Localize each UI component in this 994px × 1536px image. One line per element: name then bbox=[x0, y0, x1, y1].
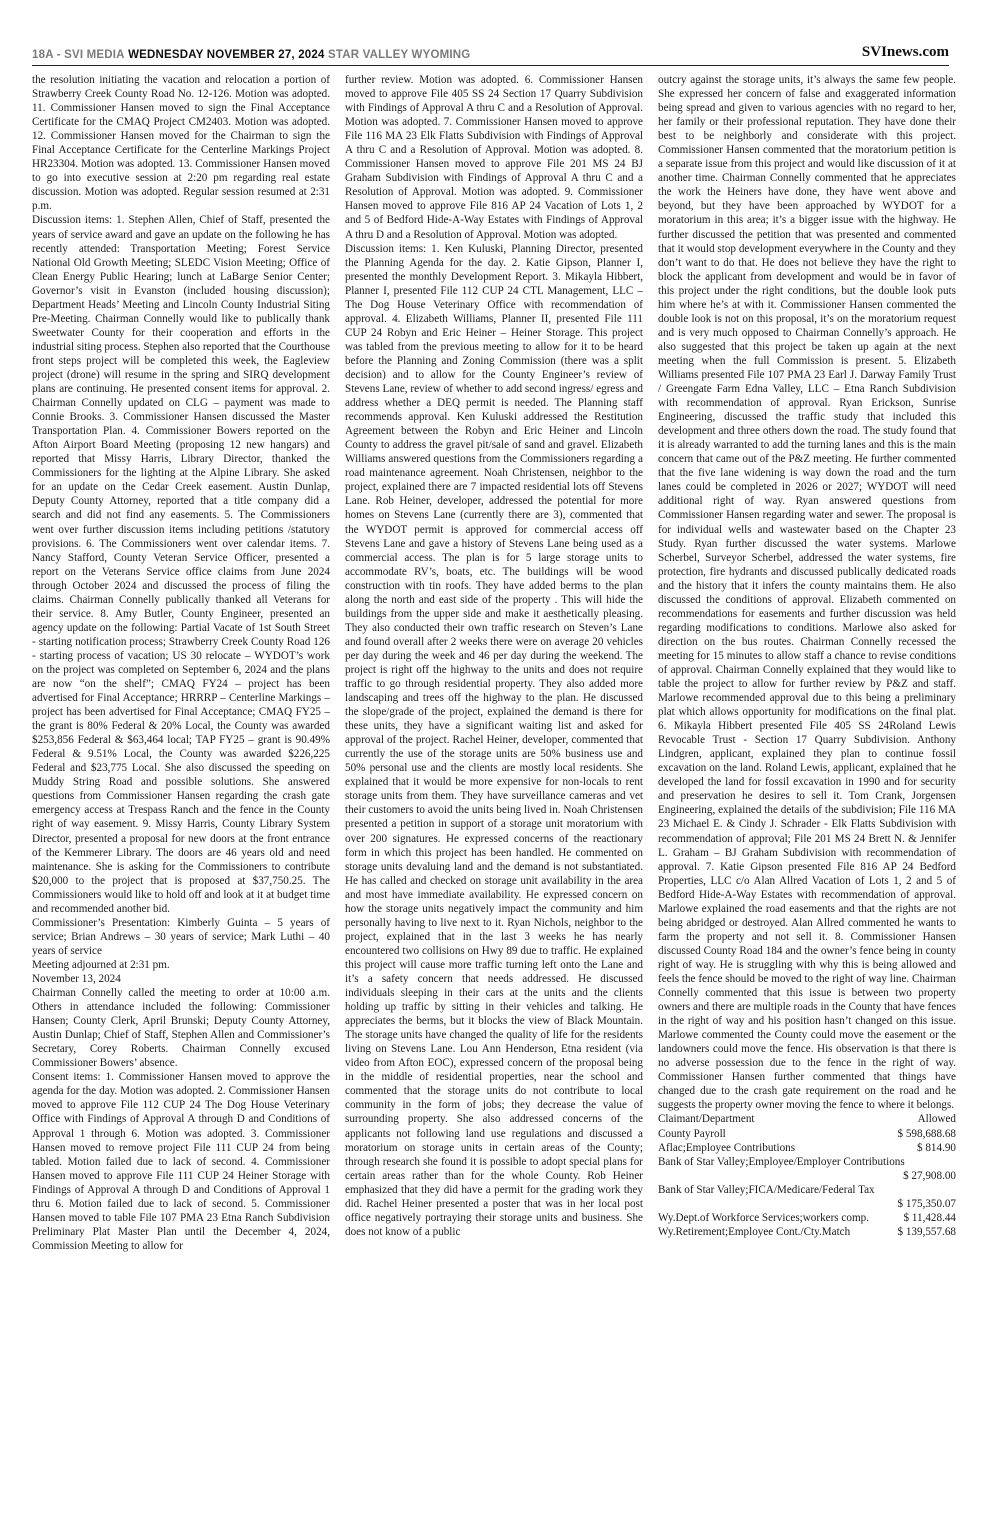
allowed-amount: $ 27,908.00 bbox=[903, 1169, 956, 1182]
folio-line bbox=[32, 49, 470, 61]
table-row bbox=[658, 1141, 956, 1155]
table-row bbox=[658, 1127, 956, 1141]
paragraph: the resolution initiating the vacation and relocation a portion of Strawberry Creek County Road No. 12-126. Motion was adopted. 11. Commissioner Hansen moved to sign the Final Acceptance Certificate for the CMAQ Project CM2403. Motion was adopted. 12. Commissioner Hansen moved for the Chairman to sign the Final Acceptance Certificate for the Centerline Markings Project HR23304. Motion was adopted. 13. Commissioner Hansen moved to go into executive session at 2:20 pm regarding real estate discussion. Motion was adopted. Regular session resumed at 2:31 p.m. bbox=[32, 74, 330, 213]
site-name[interactable]: SVInews.com bbox=[861, 44, 949, 60]
table-row bbox=[658, 1155, 956, 1183]
claimant-name: Wy.Dept.of Workforce Services;workers comp. bbox=[658, 1211, 869, 1224]
section-label: 18A - SVI MEDIA bbox=[32, 49, 125, 61]
paragraph: Chairman Connelly called the meeting to order at 10:00 a.m. Others in attendance included the following: Commissioner Hansen; County Clerk, April Brunski; Deputy County Attorney, Austin Dunlap; Chief of Staff, Stephen Allen and Commissioner’s Secretary, Corey Roberts. Chairman Connelly excused Commissioner Bowers’ absence. bbox=[32, 987, 330, 1070]
paragraph: further review. Motion was adopted. 6. Commissioner Hansen moved to approve File 405 SS 24 Section 17 Quarry Subdivision with Findings of Approval A thru C and a Resolution of Approval. Motion was adopted. 7. Commissioner Hansen moved to approve File 116 MA 23 Elk Flatts Subdivision with Findings of Approval A thru C and a Resolution of Approval. Motion was adopted. 8. Commissioner Hansen moved to approve File 201 MS 24 BJ Graham Subdivision with Findings of Approval A thru C and a Resolution of Approval. Motion was adopted. 9. Commissioner Hansen moved to approve File 816 AP 24 Vacation of Lots 1, 2 and 5 of Bedford Hide-A-Way Estates with Findings of Approval A thru D and a Resolution of Approval. Motion was adopted. bbox=[345, 74, 643, 241]
allowed-amount: $ 598,688.68 bbox=[897, 1127, 956, 1140]
allowed-amount: $ 139,557.68 bbox=[897, 1225, 956, 1238]
claimant-name: Aflac;Employee Contributions bbox=[658, 1141, 796, 1154]
allowed-amount: $ 175,350.07 bbox=[897, 1197, 956, 1210]
paragraph: outcry against the storage units, it’s always the same few people. She expressed her concern of false and exaggerated information being spread and given to various agencies with no regard to her, her family or their professional reputation. They have done their best to be neighborly and considerate with this project. Commissioner Hansen commented that the moratorium petition is a separate issue from this project and would like discussion of it at another time. Chairman Connelly commented that he appreciates the work the Heiners have done, they have went above and beyond, but they have been approached by WYDOT for a moratorium in this area; it’s a bigger issue with the highway. He further discussed the petition that was presented and commented that it would stop development everywhere in the County and they don’t want to do that. He does not believe they have the right to block the applicant from development and would be in favor of this project under the right conditions, but the double look puts him where he’s at with it. Commissioner Hansen commented the double look is not on this proposal, it’s on the moratorium request and is very much opposed to Chairman Connelly’s approach. He also suggested that this project be taken up again at the next meeting when the full Commission is present. 5. Elizabeth Williams presented File 107 PMA 23 Earl J. Darway Family Trust / Greengate Farm Edna Valley, LLC – Etna Ranch Subdivision with recommendation of approval. Ryan Erickson, Sunrise Engineering, discussed the traffic study that included this development and three others down the road. The study found that it is already warranted to add the turning lanes and this is the main concern that came out of the P&Z meeting. He further commented that the five lane widening is way down the road and the turn lanes could be completed in 2026 or 2027; WYDOT will need additional right of way. Ryan answered questions from Commissioner Hansen regarding water and sewer. The proposal is for individual wells and wastewater based on the Chapter 23 Study. Ryan further discussed the water systems. Marlowe Scherbel, Surveyor Scherbel, addressed the water systems, fire protection, fire hydrants and discussed publically dedicated roads and the history that it infers the county maintains them. He also discussed the conditions of approval. Elizabeth commented on recommendations for easements and further discussion was held regarding modifications to conditions. Marlowe also asked for direction on the bus routes. Chairman Connelly recessed the meeting for 15 minutes to allow staff a chance to revise conditions of approval. Chairman Connelly explained that they would like to table the project to allow for further review by P&Z and staff. Marlowe recommended approval due to this being a preliminary plat which allows opportunity for modifications on the final plat. 6. Mikayla Hibbert presented File 405 SS 24Roland Lewis Revocable Trust - Section 17 Quarry Subdivision. Anthony Lindgren, applicant, explained they plan to continue fossil excavation on the land. Roland Lewis, applicant, explained that he developed the land for fossil excavation in 1990 and for security and preservation he desires to sell it. Tom Crank, Jorgensen Engineering, explained the details of the subdivision; File 116 MA 23 Michael E. & Cindy J. Schrader - Elk Flatts Subdivision with recommendation of approval; File 201 MS 24 Brett N. & Jennifer L. Graham – BJ Graham Subdivision with recommendation of approval. 7. Katie Gipson presented File 816 AP 24 Bedford Properties, LLC c/o Alan Allred Vacation of Lots 1, 2 and 5 of Bedford Hide-A-Way Estates with recommendation of approval. Marlowe explained the road easements and that the rights are not being abridged or destroyed. Alan Allred commented he wants to farm the property and not sell it. 8. Commissioner Hansen discussed County Road 184 and the owner’s fence being in county right of way. He is struggling with why this is being allowed and feels the fence should be moved to the right of way line. Chairman Connelly commented that this issue is between two property owners and there are multiple roads in the County that have fences in the right of way and his position hasn’t changed on this issue. Marlowe commented the County could move the easement or the landowners could move the fence. His observation is that there is no adverse possession due to the fence in the right of way. Commissioner Hansen further commented that things have changed due to the crash gate requirement on the road and he suggests the property owner moving the fence to where it belongs. bbox=[658, 74, 956, 1112]
meeting-date: November 13, 2024 bbox=[32, 973, 121, 985]
column-2 bbox=[345, 73, 643, 1253]
article-columns bbox=[32, 73, 956, 1253]
paragraph: Consent items: 1. Commissioner Hansen moved to approve the agenda for the day. Motion was adopted. 2. Commissioner Hansen moved to approve File 112 CUP 24 The Dog House Veterinary Office with Findings of Approval A through D and Conditions of Approval 1 through 6. Motion was adopted. 3. Commissioner Hansen moved to remove project File 111 CUP 24 from being tabled. Motion failed due to lack of second. 4. Commissioner Hansen moved to approve File 111 CUP 24 Heiner Storage with Findings of Approval A through D and Conditions of Approval 1 thru 6. Motion failed due to lack of second. 5. Commissioner Hansen moved to table File 107 PMA 23 Etna Ranch Subdivision Preliminary Plat Master Plan until the December 4, 2024, Commission Meeting to allow for bbox=[32, 1071, 330, 1252]
claimant-header: Claimant/Department bbox=[658, 1113, 755, 1126]
paragraph: Discussion items: 1. Ken Kuluski, Planning Director, presented the Planning Agenda for the day. 2. Katie Gipson, Planner I, presented the monthly Development Report. 3. Mikayla Hibbert, Planner I, presented File 112 CUP 24 CTL Management, LLC – The Dog House Veterinary Office with recommendation of approval. 4. Elizabeth Williams, Planner II, presented File 111 CUP 24 Robyn and Eric Heiner – Heiner Storage. This project was tabled from the previous meeting to allow for it to be heard before the Planning and Zoning Commission (there was a split decision) and to allow for the County Engineer’s review of Stevens Lane, review of whether to add second ingress/ egress and address whether a DEQ permit is needed. The Planning staff recommends approval. Ken Kuluski addressed the Restitution Agreement between the Robyn and Eric Heiner and Lincoln County to address the gravel pit/sale of sand and gravel. Elizabeth Williams answered questions from the Commissioners regarding a road maintenance agreement. Noah Christensen, neighbor to the project, explained there are 7 impacted residential lots off Stevens Lane. Rob Heiner, developer, addressed the potential for more homes on Stevens Lane (currently there are 3), commented that the WYDOT permit is approved for commercial access off Stevens Lane and gave a history of Stevens Lane being used as a commercial access. The plan is for 5 large storage units to accommodate RV’s, boats, etc. The buildings will be wood construction with tin roofs. They have added berms to the plan along the north and east side of the property . This will hide the buildings from the upper side and make it aesthetically pleasing. They also conducted their own traffic research on Steven’s Lane and found overall after 2 weeks there were on average 20 vehicles per day during the week and 46 per day during the weekend. The project is right off the highway to the units and does not require traffic to go through residential property. They also added more landscaping and trees off the highway to the plan. He discussed the slope/grade of the project, explained the demand is there for these units, they have a significant waiting list and asked for approval of the project. Rachel Heiner, developer, commented that currently the use of the storage units are 50% business use and 50% personal use and the clients are mostly local residents. She explained that it would be more expensive for non-locals to rent storage units from them. They have surveillance cameras and vet their customers to avoid the units being lived in. Noah Christensen presented a petition in support of a storage unit moratorium with over 200 signatures. He expressed concerns of the reactionary form in which this project has been handled. He commented on storage units devaluing land and the demand is not substantiated. He has called and checked on storage unit availability in the area and most have immediate availability. He expressed concern on how the storage units negatively impact the community and him personally having to live next to it. Ryan Nichols, neighbor to the project, explained that in the last 3 weeks he has nearly encountered two collisions on Hwy 89 due to traffic. He explained this project will cause more traffic turning left onto the Lane and it’s a safety concern that needs addressed. He discussed individuals sleeping in their cars at the units and the clients holding up traffic by sitting in their vehicles and talking. He appreciates the berms, but it blocks the view of Black Mountain. The storage units have changed the quality of life for the residents living on Stevens Lane. Lou Ann Henderson, Etna resident (via video from Afton EOC), expressed concern of the proposal being in the middle of residential properties, near the school and commented that the storage units do not contribute to local community in the form of jobs; they decrease the value of surrounding property. She also addressed concerns of the applicants not following land use regulations and discussed a moratorium on storage units in certain areas of the County; through research she found it is possible to adopt special plans for certain areas rather than for the whole County. Rob Heiner emphasized that they did have a permit for the grading work they did. Rachel Heiner presented a poster that was in her local post office negatively portraying their storage units and business. She does not know of a public bbox=[345, 242, 643, 1238]
column-1 bbox=[32, 73, 330, 1253]
claimant-name: County Payroll bbox=[658, 1127, 726, 1140]
masthead bbox=[32, 0, 949, 66]
claims-table bbox=[658, 1112, 956, 1238]
column-3 bbox=[658, 73, 956, 1253]
table-row bbox=[658, 1183, 956, 1211]
paragraph: Commissioner’s Presentation: Kimberly Guinta – 5 years of service; Brian Andrews – 30 years of service; Mark Luthi – 40 years of service bbox=[32, 916, 330, 957]
claimant-name: Bank of Star Valley;Employee/Employer Contributions bbox=[658, 1155, 905, 1168]
table-row bbox=[658, 1225, 956, 1239]
allowed-amount: $ 11,428.44 bbox=[903, 1211, 956, 1224]
paragraph: Meeting adjourned at 2:31 pm. bbox=[32, 958, 170, 971]
location-label: STAR VALLEY WYOMING bbox=[328, 49, 471, 61]
issue-date: WEDNESDAY NOVEMBER 27, 2024 bbox=[128, 49, 325, 61]
paragraph: Discussion items: 1. Stephen Allen, Chief of Staff, presented the years of service award and gave an update on the following he has recently attended: Transportation Meeting; Forest Service National Old Growth Meeting; SLEDC Vision Meeting; Office of Clean Energy Public Hearing; lunch at LaBarge Senior Center; Governor’s visit in Evanston (included housing discussion); Department Heads’ Meeting and Lincoln County Industrial Siting Pre-Meeting. Chairman Connelly would like to publically thank Sweetwater County for their cooperation and efforts in the industrial siting process. Stephen also reported that the Courthouse front steps project will be completed this week, the Eagleview project (drone) will resume in the spring and SIRQ development plans are continuing. He presented consent items for approval. 2. Chairman Connelly updated on CLG – payment was made to Connie Brooks. 3. Commissioner Hansen discussed the Master Transportation Plan. 4. Commissioner Bowers reported on the Afton Airport Board Meeting (proposing 12 new hangars) and reported that Missy Harris, Library Director, thanked the Commissioners for the lighting at the Alpine Library. She asked for an update on the Cedar Creek easement. Austin Dunlap, Deputy County Attorney, reported that a title company did a search and did not find any easements. 5. The Commissioners went over further discussion items including petitions /statutory provisions. 6. The Commissioners went over calendar items. 7. Nancy Stafford, County Veteran Service Officer, presented a report on the Veterans Service office claims from June 2024 through October 2024 and discussed the process of filing the claims. Chairman Connelly publically thanked all Veterans for their service. 8. Amy Butler, County Engineer, presented an agency update on the following: Partial Vacate of 1st South Street - starting notification process; Strawberry Creek County Road 126 - starting process of vacation; US 30 relocate – WYDOT’s work on the project was completed on September 6, 2024 and the plans are now “on the shelf”; CMAQ FY24 – project has been advertised for Final Acceptance; HRRRP – Centerline Markings – project has been advertised for Final Acceptance; CMAQ FY25 – the grant is 80% Federal & 20% Local, the County was awarded $253,856 Federal & $63,464 local; TAP FY25 – grant is 90.49% Federal & 9.51% Local, the County was awarded $226,225 Federal and $23,775 Local. She also discussed the speeding on Muddy String Road and possible solutions. She answered questions from Commissioner Hansen regarding the crash gate emergency access at Trespass Ranch and the fence in the County right of way easement. 9. Missy Harris, County Library System Director, presented a proposal for new doors at the front entrance of the Kemmerer Library. The doors are 46 years old and need maintenance. She is asking for the Commissioners to contribute $20,000 to the project that is proposed at $37,750.25. The Commissioners would like to hold off and look at it at budget time and recommended another bid. bbox=[32, 214, 330, 915]
claimant-name: Bank of Star Valley;FICA/Medicare/Federal Tax bbox=[658, 1183, 875, 1196]
allowed-header: Allowed bbox=[917, 1113, 956, 1126]
claims-table-header bbox=[658, 1112, 956, 1126]
allowed-amount: $ 814.90 bbox=[917, 1141, 956, 1154]
claimant-name: Wy.Retirement;Employee Cont./Cty.Match bbox=[658, 1225, 851, 1238]
table-row bbox=[658, 1211, 956, 1225]
